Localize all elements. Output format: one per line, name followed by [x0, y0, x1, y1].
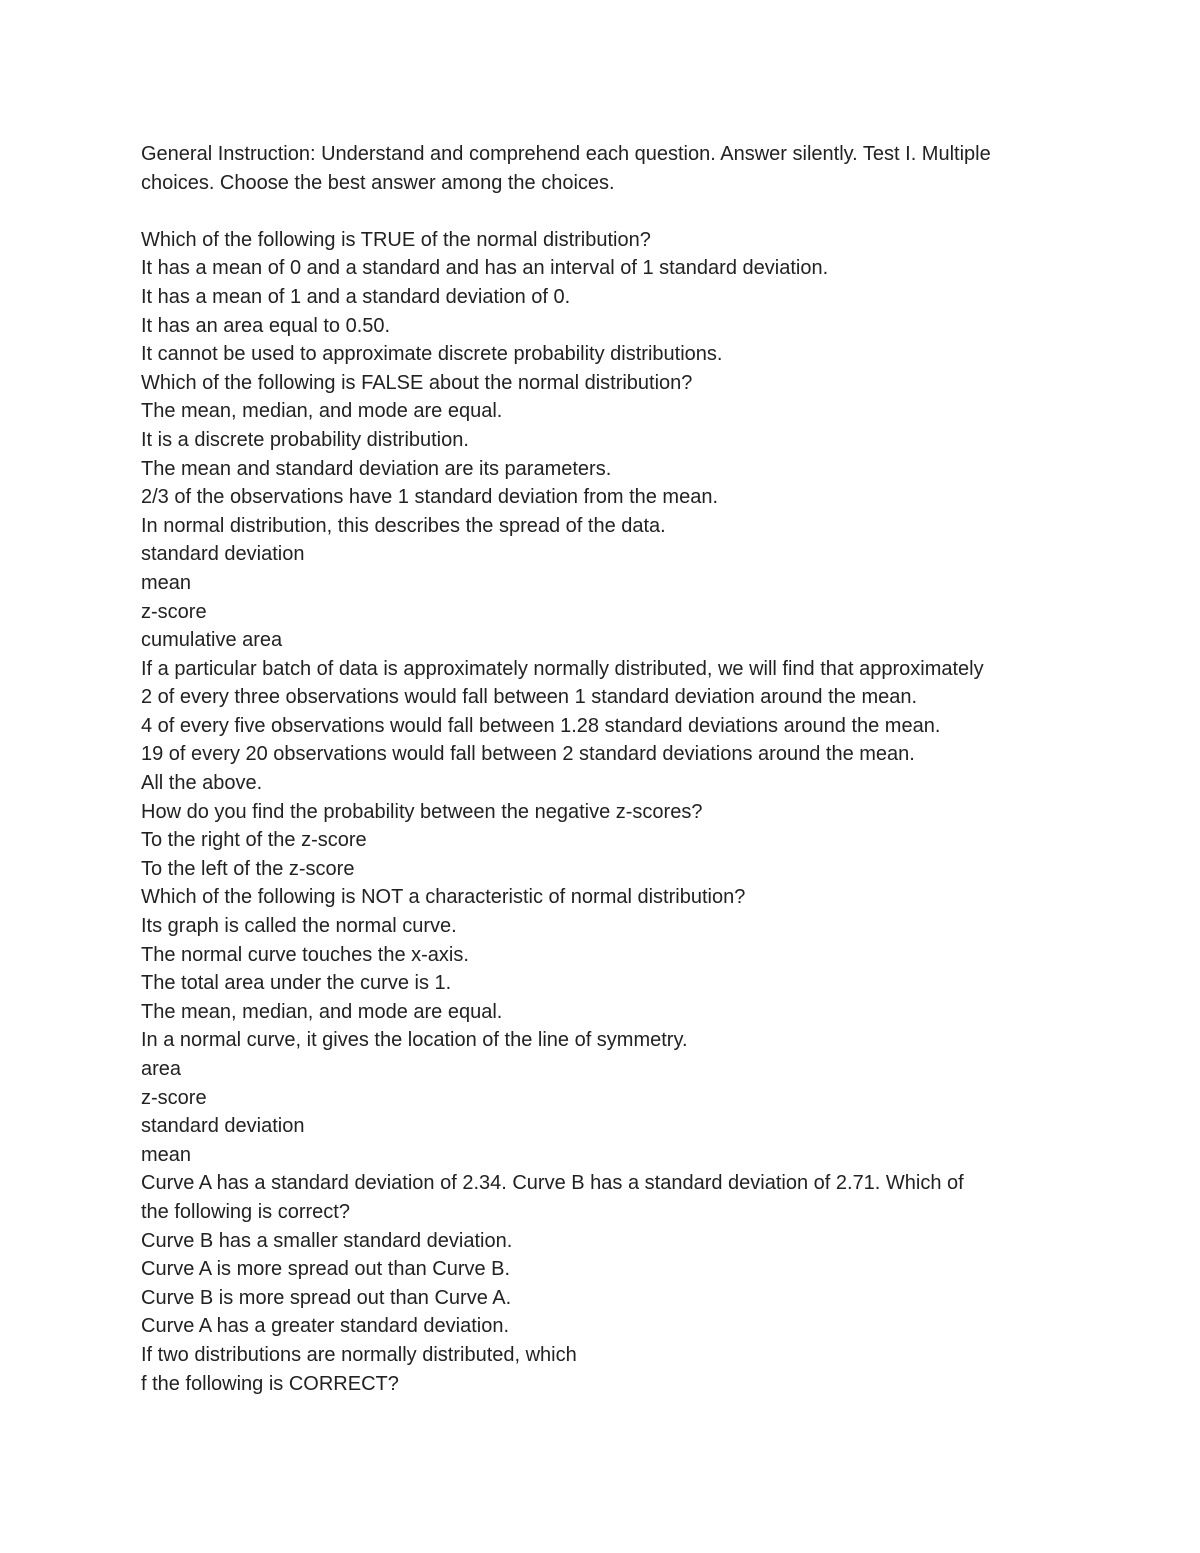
- text-line: To the right of the z-score: [141, 829, 367, 852]
- text-line: Curve A has a greater standard deviation.: [141, 1315, 510, 1338]
- text-line: Curve A is more spread out than Curve B.: [141, 1258, 511, 1281]
- text-line: It has a mean of 0 and a standard and has an interval of 1 standard deviation.: [141, 257, 829, 280]
- text-line: z-score: [141, 1086, 207, 1109]
- text-line: The mean, median, and mode are equal.: [141, 1000, 503, 1023]
- text-line: If a particular batch of data is approximately normally distributed, we will find that approximately: [141, 657, 984, 680]
- paragraph-spacer: [141, 197, 1066, 226]
- text-line: The normal curve touches the x-axis.: [141, 943, 469, 966]
- text-line: 19 of every 20 observations would fall between 2 standard deviations around the mean.: [141, 743, 915, 766]
- text-line: 4 of every five observations would fall between 1.28 standard deviations around the mean.: [141, 714, 941, 737]
- text-line: Which of the following is NOT a characteristic of normal distribution?: [141, 886, 746, 909]
- text-line: Curve B has a smaller standard deviation.: [141, 1229, 513, 1252]
- text-line: Curve B is more spread out than Curve A.: [141, 1286, 512, 1309]
- text-line: The total area under the curve is 1.: [141, 972, 452, 995]
- text-line: f the following is CORRECT?: [141, 1372, 399, 1395]
- text-line: It cannot be used to approximate discrete probability distributions.: [141, 343, 723, 366]
- text-line: z-score: [141, 600, 207, 623]
- question-list: [141, 226, 1066, 1398]
- text-line: standard deviation: [141, 1115, 305, 1138]
- text-line: In normal distribution, this describes the spread of the data.: [141, 514, 666, 537]
- text-line: Which of the following is FALSE about the normal distribution?: [141, 371, 693, 394]
- text-line: If two distributions are normally distributed, which: [141, 1343, 577, 1366]
- text-line: cumulative area: [141, 629, 283, 652]
- text-line: To the left of the z-score: [141, 857, 355, 880]
- text-line: In a normal curve, it gives the location of the line of symmetry.: [141, 1029, 688, 1052]
- text-line: mean: [141, 1143, 192, 1166]
- text-line: Which of the following is TRUE of the normal distribution?: [141, 228, 651, 251]
- text-line: Its graph is called the normal curve.: [141, 915, 457, 938]
- document-body: [141, 140, 1066, 1398]
- text-line: 2 of every three observations would fall between 1 standard deviation around the mean.: [141, 686, 918, 709]
- text-line: It has a mean of 1 and a standard deviation of 0.: [141, 285, 571, 308]
- text-line: area: [141, 1058, 182, 1080]
- text-line: the following is correct?: [141, 1200, 350, 1223]
- text-line: It has an area equal to 0.50.: [141, 314, 391, 337]
- text-line: All the above.: [141, 772, 263, 795]
- general-instruction: General Instruction: Understand and comprehend each question. Answer silently. Test I. Multiple choices. Choose the best answer among the choices.: [141, 143, 991, 194]
- text-line: mean: [141, 571, 192, 594]
- text-line: The mean, median, and mode are equal.: [141, 400, 503, 423]
- text-line: 2/3 of the observations have 1 standard deviation from the mean.: [141, 486, 719, 509]
- text-line: standard deviation: [141, 543, 305, 566]
- text-line: How do you find the probability between the negative z-scores?: [141, 800, 703, 823]
- text-line: Curve A has a standard deviation of 2.34. Curve B has a standard deviation of 2.71. Which of: [141, 1172, 964, 1195]
- text-line: The mean and standard deviation are its parameters.: [141, 457, 612, 480]
- text-line: It is a discrete probability distribution.: [141, 428, 469, 451]
